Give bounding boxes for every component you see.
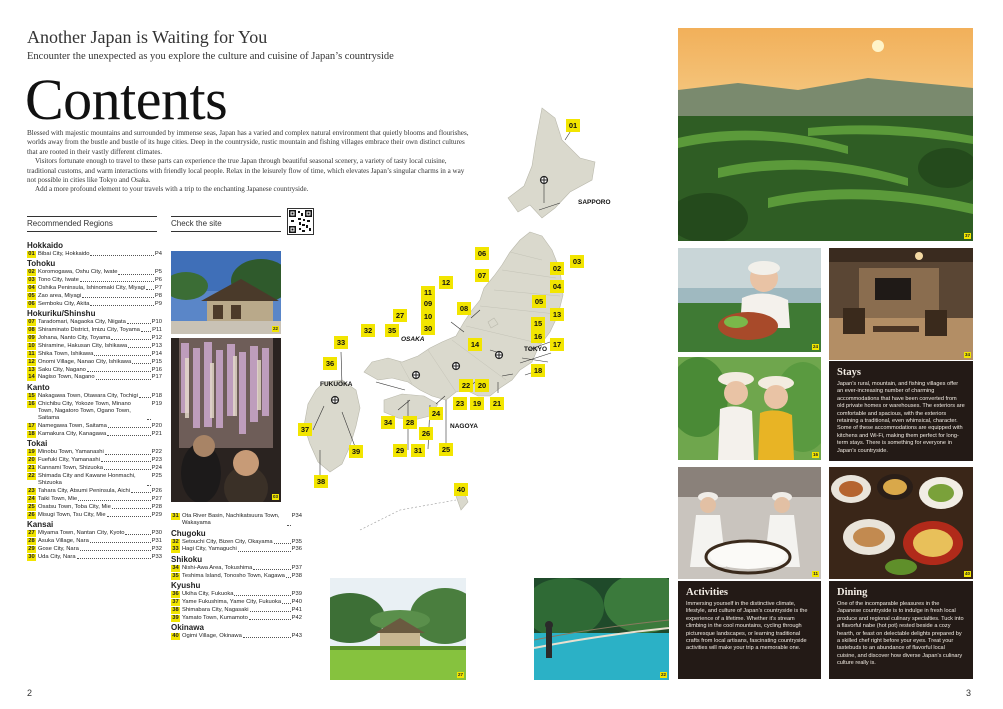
activities-body: Immersing yourself in the distinctive climate, lifestyle, and culture of Japan’s countryside is the experience of a lifetime. Whether it’s stream climbing in the cool mountains, cycling through picturesque landscapes, or learning traditional crafts from local artisans, fascinating countryside activities will make your trip a memorable one. [686, 601, 808, 652]
region-entry[interactable] [27, 457, 162, 464]
photo-tag: 27 [457, 672, 463, 677]
intro-paragraph: Visitors fortunate enough to travel to these parts can experience the true Japan through beautiful seasonal scenery, a variety of tasty local cuisine, traditional customs, and warm interactions with friendly local people. Relax in the leisurely flow of time, which elevates Japan’s singular charms in a way not possible in cities like Tokyo and Osaka. [27, 157, 465, 185]
entry-location: Taradomari, Nagaoka City, Niigata [38, 319, 126, 326]
map-tag-37[interactable]: 37 [298, 423, 312, 436]
entry-number: 19 [28, 449, 35, 456]
entry-page: P6 [154, 277, 162, 284]
map-tag-33[interactable]: 33 [334, 336, 348, 349]
leader-dots [286, 573, 291, 578]
region-entry[interactable] [27, 538, 162, 545]
entry-page: P43 [291, 632, 302, 639]
photo-tag: 37 [964, 233, 970, 238]
map-tag-32[interactable]: 32 [361, 324, 375, 337]
region-entry[interactable] [27, 504, 162, 511]
entry-location: Semboku City, Akita [38, 300, 90, 307]
entry-location: Gose City, Nara [38, 545, 79, 552]
region-entry[interactable] [27, 285, 162, 292]
entry-number: 37 [172, 598, 179, 605]
region-entry[interactable] [27, 401, 162, 423]
photo-interior-room [829, 248, 973, 360]
leader-dots [78, 496, 150, 501]
map-tag-36[interactable]: 36 [323, 357, 337, 370]
leader-dots [250, 607, 291, 612]
map-tag-25[interactable]: 25 [439, 443, 453, 456]
map-tag-39[interactable]: 39 [349, 445, 363, 458]
map-tag-07[interactable]: 07 [475, 269, 489, 282]
entry-location: Ogimi Village, Okinawa [182, 632, 242, 639]
photo-tag: 22 [272, 326, 278, 331]
entry-page: P11 [152, 327, 162, 334]
entry-location: Shiraminato District, Imizu City, Toyama [38, 327, 140, 334]
entry-location: Hagi City, Yamaguchi [182, 546, 237, 553]
region-entry[interactable] [27, 359, 162, 366]
entry-number: 31 [172, 513, 179, 519]
entry-location: Nakagawa Town, Otawara City, Tochigi [38, 392, 138, 399]
map-tag-28[interactable]: 28 [403, 416, 417, 429]
leader-dots [118, 269, 153, 274]
entry-page: P34 [291, 513, 302, 519]
entry-page: P22 [151, 449, 162, 456]
leader-dots [234, 591, 290, 596]
entry-page: P31 [151, 537, 162, 544]
entry-location: Kannami Town, Shizuoka [38, 465, 103, 472]
region-entry[interactable] [27, 393, 162, 400]
entry-number: 29 [28, 545, 35, 552]
region-entry[interactable] [171, 591, 302, 598]
map-tag-01[interactable]: 01 [566, 119, 580, 132]
entry-location: Teshima Island, Tonosho Town, Kagawa [182, 572, 285, 579]
photo-thatched-house [171, 251, 281, 334]
entry-location: Uda City, Nara [38, 553, 76, 560]
photo-tea-fields [678, 28, 973, 241]
map-tag-21[interactable]: 21 [490, 397, 504, 410]
map-tag-38[interactable]: 38 [314, 475, 328, 488]
entry-number: 35 [172, 572, 179, 579]
region-entry[interactable] [171, 599, 302, 606]
tagline: Another Japan is Waiting for You [27, 27, 268, 47]
map-tag-31[interactable]: 31 [411, 444, 425, 457]
map-tag-04[interactable]: 04 [550, 280, 564, 293]
entry-number: 15 [28, 392, 35, 399]
entry-number: 30 [28, 553, 35, 560]
entry-location: Shimabara City, Nagasaki [182, 606, 249, 613]
entry-page: P8 [154, 292, 162, 299]
map-tag-16[interactable]: 16 [531, 330, 545, 343]
entry-number: 26 [28, 511, 35, 518]
entry-page: P30 [151, 530, 162, 537]
map-tag-13[interactable]: 13 [550, 308, 564, 321]
entry-page: P14 [151, 350, 162, 357]
entry-location: Tahara City, Atsumi Peninsula, Aichi [38, 488, 131, 495]
map-tag-34[interactable]: 34 [381, 416, 395, 429]
japan-map [280, 100, 610, 570]
map-tag-14[interactable]: 14 [468, 338, 482, 351]
leader-dots [249, 615, 291, 620]
photo-tag: 11 [813, 571, 818, 576]
photo-rice-fields [330, 578, 466, 680]
map-tag-22[interactable]: 22 [459, 379, 473, 392]
entry-page: P36 [291, 546, 302, 553]
entry-location: Nishi-Awa Area, Tokushima [182, 564, 253, 571]
region-entry[interactable] [27, 351, 162, 358]
leader-dots [107, 431, 150, 436]
map-tag-15[interactable]: 15 [531, 317, 545, 330]
map-tag-40[interactable]: 40 [454, 483, 468, 496]
region-heading: Shikoku [171, 554, 203, 564]
entry-location: Chichibu City, Yokoze Town, Minano Town, Nagatoro Town, Ogano Town, Saitama [38, 400, 131, 422]
entry-page: P18 [151, 392, 162, 399]
entry-page: P40 [291, 598, 302, 605]
entry-number: 09 [28, 334, 35, 341]
entry-page: P28 [151, 503, 162, 510]
map-tag-08[interactable]: 08 [457, 302, 471, 315]
entry-page: P38 [291, 572, 302, 579]
region-list-primary [27, 240, 162, 562]
leader-dots [131, 488, 151, 493]
leader-dots [147, 473, 151, 486]
entry-page: P32 [151, 545, 162, 552]
stays-title: Stays [837, 367, 861, 378]
entry-page: P4 [154, 251, 162, 257]
entry-page: P17 [151, 374, 162, 381]
photo-rice-pounding [678, 467, 821, 579]
entry-number: 13 [28, 366, 35, 373]
page-title: Contents [25, 67, 228, 132]
entry-location: Ota River Basin, Nachikatsuura Town, Wakayama [182, 513, 280, 527]
entry-page: P41 [291, 606, 302, 613]
entry-number: 28 [28, 537, 35, 544]
region-entry[interactable] [27, 327, 162, 334]
entry-number: 08 [28, 327, 35, 334]
map-tag-20[interactable]: 20 [475, 379, 489, 392]
region-entry[interactable] [27, 530, 162, 537]
recommended-regions-heading: Recommended Regions [27, 216, 157, 232]
photo-tag: 03 [272, 494, 278, 499]
city-label-fukuoka: FUKUOKA [320, 381, 353, 388]
entry-number: 05 [28, 292, 35, 299]
photo-tag: 16 [812, 452, 818, 457]
region-entry[interactable] [27, 367, 162, 374]
photo-tag: 24 [812, 344, 818, 349]
entry-location: Nagiso Town, Nagano [38, 374, 95, 381]
leader-dots [139, 393, 151, 398]
leader-dots [82, 293, 154, 298]
entry-number: 02 [28, 269, 35, 276]
city-label-sapporo: SAPPORO [578, 199, 611, 206]
entry-page: P29 [151, 511, 162, 518]
intro-paragraph: Blessed with majestic mountains and surrounded by immense seas, Japan has a varied and complex natural environment that quietly blooms and flourishes, worlds away from the bustle and bustle of its huge cities. Deep in the countryside, rustic mountain and fishing villages embrace their own distinct cultures that are rooted in their vastly different climates. [27, 129, 469, 156]
entry-page: P35 [291, 538, 302, 545]
leader-dots [107, 512, 151, 517]
entry-page: P33 [151, 553, 162, 560]
entry-location: Kamakura City, Kanagawa [38, 430, 107, 437]
entry-number: 10 [28, 342, 35, 349]
map-tag-35[interactable]: 35 [385, 324, 399, 337]
region-entry[interactable] [27, 512, 162, 519]
entry-number: 25 [28, 503, 35, 510]
entry-location: Setouchi City, Bizen City, Okayama [182, 538, 273, 545]
map-tag-23[interactable]: 23 [453, 397, 467, 410]
leader-dots [105, 449, 151, 454]
entry-page: P39 [291, 590, 302, 597]
photo-farmer-vegetables [678, 248, 821, 352]
entry-location: Asuka Village, Nara [38, 537, 89, 544]
leader-dots [128, 343, 151, 348]
entry-number: 16 [28, 400, 35, 407]
region-entry[interactable] [27, 269, 162, 276]
map-tag-12[interactable]: 12 [439, 276, 453, 289]
page-number-left: 2 [27, 688, 33, 698]
region-entry[interactable] [27, 335, 162, 342]
entry-number: 39 [172, 614, 179, 621]
region-entry[interactable] [27, 496, 162, 503]
region-heading: Okinawa [171, 622, 204, 632]
region-entry[interactable] [27, 343, 162, 350]
photo-women-harvest [678, 357, 821, 460]
entry-number: 34 [172, 564, 179, 571]
entry-number: 38 [172, 606, 179, 613]
region-heading: Hokkaido [27, 241, 64, 250]
entry-location: Minobu Town, Yamanashi [38, 449, 104, 456]
map-tag-30[interactable]: 30 [421, 322, 435, 335]
leader-dots [80, 546, 151, 551]
entry-page: P13 [151, 342, 162, 349]
entry-number: 20 [28, 457, 35, 464]
entry-number: 24 [28, 496, 35, 502]
entry-number: 33 [172, 546, 179, 553]
dining-box [829, 581, 973, 679]
map-tag-19[interactable]: 19 [470, 397, 484, 410]
region-heading: Tohoku [27, 259, 56, 269]
map-tag-27[interactable]: 27 [393, 309, 407, 322]
dining-body: One of the incomparable pleasures in the Japanese countryside is to indulge in fresh local produce and regional culinary specialties. Tuck into a flavorful nabe (hot pot) rested beside a cozy hearth, or feast on delectable delights prepared by a skilled chef right before your eyes. Treat your tastebuds to an abundance of flavorful local cuisine, and discover how diverse Japan’s culinary culture really is. [837, 601, 964, 667]
entry-location: Bibai City, Hokkaido [38, 251, 90, 257]
city-label-nagoya: NAGOYA [450, 423, 478, 430]
map-tag-11[interactable]: 11 [421, 286, 435, 299]
region-entry[interactable] [27, 449, 162, 456]
map-tag-05[interactable]: 05 [532, 295, 546, 308]
entry-location: Oshika Peninsula, Ishinomaki City, Miyagi [38, 285, 146, 292]
leader-dots [125, 530, 150, 535]
map-tag-02[interactable]: 02 [550, 262, 564, 275]
entry-number: 27 [28, 530, 35, 537]
entry-number: 21 [28, 465, 35, 472]
region-entry[interactable] [27, 488, 162, 495]
entry-location: Taiki Town, Mie [38, 496, 78, 502]
activities-title: Activities [686, 587, 728, 598]
leader-dots [127, 319, 151, 324]
region-heading: Tokai [27, 439, 48, 449]
map-tag-17[interactable]: 17 [550, 338, 564, 351]
entry-page: P27 [151, 496, 162, 502]
region-heading: Kyushu [171, 580, 201, 590]
entry-page: P24 [151, 465, 162, 472]
map-tag-03[interactable]: 03 [570, 255, 584, 268]
region-entry[interactable] [27, 374, 162, 381]
check-site-heading: Check the site [171, 216, 281, 232]
region-entry[interactable] [27, 277, 162, 284]
region-entry[interactable] [27, 554, 162, 561]
entry-number: 40 [172, 632, 179, 639]
page-number-right: 3 [966, 688, 972, 698]
entry-number: 23 [28, 488, 35, 495]
city-label-tokyo: TOKYO [524, 346, 547, 353]
entry-page: P10 [151, 319, 162, 326]
photo-suspension-bridge [534, 578, 669, 680]
leader-dots [146, 285, 154, 290]
activities-box [678, 581, 821, 679]
entry-page: P25 [151, 472, 162, 479]
region-entry[interactable] [171, 607, 302, 614]
map-tag-18[interactable]: 18 [531, 364, 545, 377]
region-heading: Kansai [27, 520, 54, 530]
entry-location: Fuefuki City, Yamanashi [38, 457, 100, 464]
leader-dots [94, 351, 150, 356]
region-entry[interactable] [27, 251, 162, 258]
leader-dots [87, 367, 151, 372]
subtitle: Encounter the unexpected as you explore the culture and cuisine of Japan’s countryside [27, 51, 394, 62]
entry-location: Osatsu Town, Toba City, Mie [38, 503, 111, 510]
entry-location: Miyama Town, Nantan City, Kyoto [38, 530, 125, 537]
entry-number: 36 [172, 590, 179, 597]
entry-number: 11 [28, 350, 35, 357]
entry-page: P26 [151, 488, 162, 495]
region-entry[interactable] [27, 465, 162, 472]
region-heading: Kanto [27, 382, 50, 392]
leader-dots [90, 251, 153, 256]
city-label-osaka: OSAKA [401, 336, 425, 343]
entry-location: Shika Town, Ishikawa [38, 350, 94, 357]
region-entry[interactable] [27, 423, 162, 430]
photo-tag: 40 [964, 571, 970, 576]
entry-location: Johana, Nanto City, Toyama [38, 334, 111, 341]
entry-number: 12 [28, 358, 35, 365]
entry-page: P21 [151, 430, 162, 437]
region-entry[interactable] [27, 319, 162, 326]
map-tag-06[interactable]: 06 [475, 247, 489, 260]
entry-page: P15 [151, 358, 162, 365]
leader-dots [108, 423, 151, 428]
region-entry[interactable] [27, 546, 162, 553]
stays-box [829, 361, 973, 461]
photo-paper-lanterns [171, 338, 281, 502]
map-tag-29[interactable]: 29 [393, 444, 407, 457]
entry-page: P37 [291, 564, 302, 571]
map-tag-09[interactable]: 09 [421, 297, 435, 310]
entry-location: Ukiha City, Fukuoka [182, 590, 234, 597]
entry-location: Shiramine, Hakusan City, Ishikawa [38, 342, 128, 349]
intro-paragraph: Add a more profound element to your travels with a trip to the enchanting Japanese countryside. [35, 185, 309, 194]
dining-title: Dining [837, 587, 868, 598]
stays-body: Japan’s rural, mountain, and fishing villages offer an ever-increasing number of charming accommodations that have been converted from old private homes or warehouses. The exteriors are comfortable and spacious, with the exteriors retaining a traditional, even whimsical, character. Some of these accommodations are equipped with kitchens and Wi-Fi, making them perfect for long-term stays. There is something for everyone in Japan’s countryside. [837, 381, 965, 454]
leader-dots [112, 504, 151, 509]
entry-page: P16 [151, 366, 162, 373]
region-entry[interactable] [171, 573, 302, 580]
entry-page: P42 [291, 614, 302, 621]
entry-page: P7 [154, 285, 162, 292]
entry-location: Misugi Town, Tsu City, Mie [38, 511, 106, 518]
entry-page: P20 [151, 423, 162, 430]
leader-dots [243, 633, 291, 638]
leader-dots [101, 457, 151, 462]
entry-number: 17 [28, 423, 35, 430]
region-entry[interactable] [27, 293, 162, 300]
entry-number: 07 [28, 319, 35, 326]
entry-number: 22 [28, 472, 35, 479]
photo-tag: 22 [660, 672, 666, 677]
entry-number: 03 [28, 277, 35, 284]
region-entry[interactable] [27, 431, 162, 438]
entry-number: 01 [28, 251, 35, 257]
entry-number: 18 [28, 430, 35, 437]
entry-number: 04 [28, 285, 35, 292]
photo-tag: 34 [964, 352, 970, 357]
entry-location: Saku City, Nagano [38, 366, 86, 373]
entry-location: Yamato Town, Kumamoto [182, 614, 248, 621]
region-entry[interactable] [171, 633, 302, 640]
leader-dots [141, 327, 151, 332]
entry-page: P23 [151, 457, 162, 464]
entry-number: 06 [28, 300, 35, 307]
map-tag-26[interactable]: 26 [419, 427, 433, 440]
map-tag-24[interactable]: 24 [429, 407, 443, 420]
region-entry[interactable] [27, 301, 162, 308]
entry-location: Shimada City and Kawane Honmachi, Shizuoka [38, 472, 136, 487]
leader-dots [90, 301, 153, 306]
photo-dining-dishes [829, 467, 973, 579]
entry-location: Onomi Village, Nanao City, Ishikawa [38, 358, 132, 365]
entry-page: P5 [154, 269, 162, 276]
leader-dots [111, 335, 150, 340]
entry-page: P9 [154, 300, 162, 307]
leader-dots [147, 401, 151, 421]
region-entry[interactable] [27, 473, 162, 488]
region-heading: Hokuriku/Shinshu [27, 309, 96, 319]
map-tag-10[interactable]: 10 [421, 310, 435, 323]
leader-dots [80, 277, 154, 282]
entry-location: Namegawa Town, Saitama [38, 423, 107, 430]
leader-dots [132, 359, 150, 364]
leader-dots [77, 554, 151, 559]
leader-dots [282, 599, 291, 604]
entry-number: 32 [172, 538, 179, 545]
leader-dots [90, 538, 151, 543]
leader-dots [96, 374, 151, 379]
leader-dots [104, 465, 151, 470]
entry-location: Tono City, Iwate [38, 277, 79, 284]
entry-location: Koromogawa, Oshu City, Iwate [38, 269, 118, 276]
entry-number: 14 [28, 374, 35, 381]
region-entry[interactable] [171, 615, 302, 622]
entry-location: Yame Fukushima, Yame City, Fukuoka [182, 598, 282, 605]
entry-location: Zao area, Miyagi [38, 292, 82, 299]
entry-page: P19 [151, 400, 162, 407]
region-heading: Chugoku [171, 528, 206, 538]
entry-page: P12 [151, 334, 162, 341]
